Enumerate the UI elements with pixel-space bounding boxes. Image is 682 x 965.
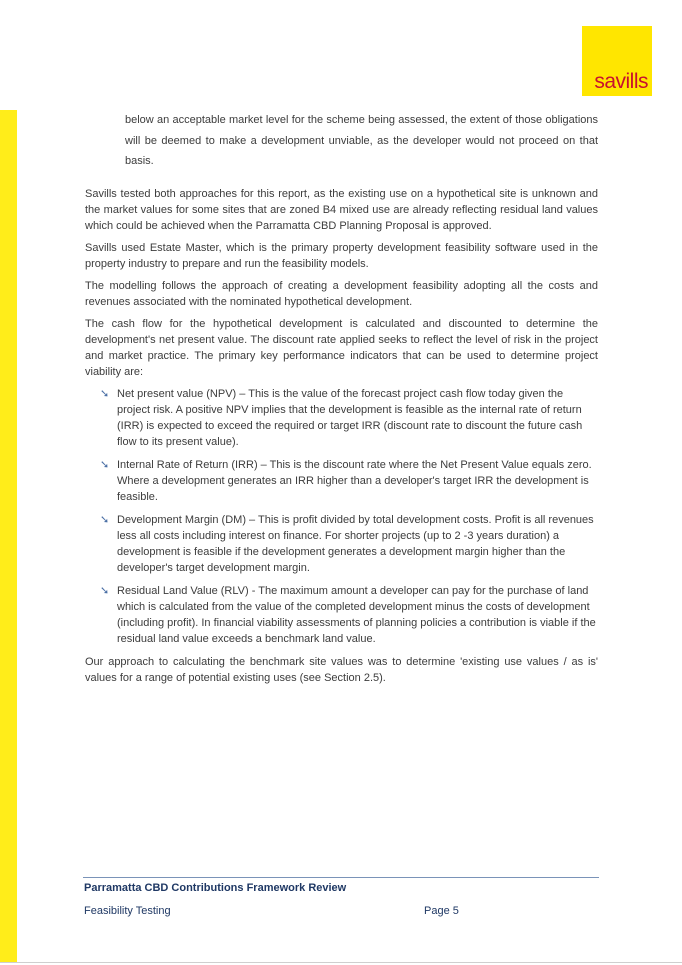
intro-continuation: below an acceptable market level for the scheme being assessed, the extent of those obligations will be deemed to make a development unviable, as the developer would not proceed on that basis. — [125, 114, 598, 167]
arrow-bullet-icon: ➘ — [100, 387, 110, 400]
list-item — [85, 512, 598, 576]
page-content — [85, 110, 598, 692]
bullet-text-npv: Net present value (NPV) – This is the value of the forecast project cash flow today given the project risk. A positive NPV implies that the development is feasible as the internal rate of return (IRR) is expected to exceed the required or target IRR (discount rate to discount the future cash flow to its present value). — [117, 387, 583, 448]
paragraph-closing: Our approach to calculating the benchmark site values was to determine 'existing use values / as is' values for a range of potential existing uses (see Section 2.5). — [85, 655, 598, 684]
bullet-text-irr: Internal Rate of Return (IRR) – This is the discount rate where the Net Present Value equals zero. Where a development generates an IRR higher than a developer's target IRR the development is feasible. — [117, 458, 592, 503]
paragraph-cash-flow: The cash flow for the hypothetical development is calculated and discounted to determine the development's net present value. The discount rate applied seeks to reflect the level of risk in the project and market practice. The primary key performance indicators that can be used to determine project viability are: — [85, 317, 598, 378]
side-accent-bar — [0, 110, 17, 963]
savills-logo — [582, 26, 652, 96]
list-item — [85, 583, 598, 647]
logo-text: savills — [594, 70, 648, 93]
footer-section-name: Feasibility Testing — [84, 905, 171, 917]
list-item — [85, 457, 598, 505]
paragraph-approaches: Savills tested both approaches for this report, as the existing use on a hypothetical site is unknown and the market values for some sites that are zoned B4 mixed use are already reflecting residual land values which could be achieved when the Parramatta CBD Planning Proposal is approved. — [85, 187, 598, 232]
bullet-text-rlv: Residual Land Value (RLV) - The maximum amount a developer can pay for the purchase of land which is calculated from the value of the completed development minus the costs of development (including profit). In financial viability assessments of planning policies a contribution is viable if the residual land value exceeds a benchmark land value. — [117, 584, 596, 645]
footer-page-number: Page 5 — [424, 905, 459, 917]
footer-divider — [83, 877, 599, 878]
arrow-bullet-icon: ➘ — [100, 458, 110, 471]
bullet-text-dm: Development Margin (DM) – This is profit divided by total development costs. Profit is all revenues less all costs including interest on finance. For shorter projects (up to 2 -3 years duration) a development is feasible if the development generates a development margin higher than the developer's target development margin. — [117, 513, 594, 574]
arrow-bullet-icon: ➘ — [100, 513, 110, 526]
paragraph-estate-master: Savills used Estate Master, which is the primary property development feasibility software used in the property industry to prepare and run the feasibility models. — [85, 241, 598, 270]
arrow-bullet-icon: ➘ — [100, 584, 110, 597]
footer-document-title: Parramatta CBD Contributions Framework Review — [84, 882, 347, 894]
list-item — [85, 386, 598, 450]
kpi-list — [85, 386, 598, 647]
paragraph-modelling: The modelling follows the approach of creating a development feasibility adopting all the costs and revenues associated with the nominated hypothetical development. — [85, 279, 598, 308]
page-bottom-divider — [0, 962, 682, 963]
